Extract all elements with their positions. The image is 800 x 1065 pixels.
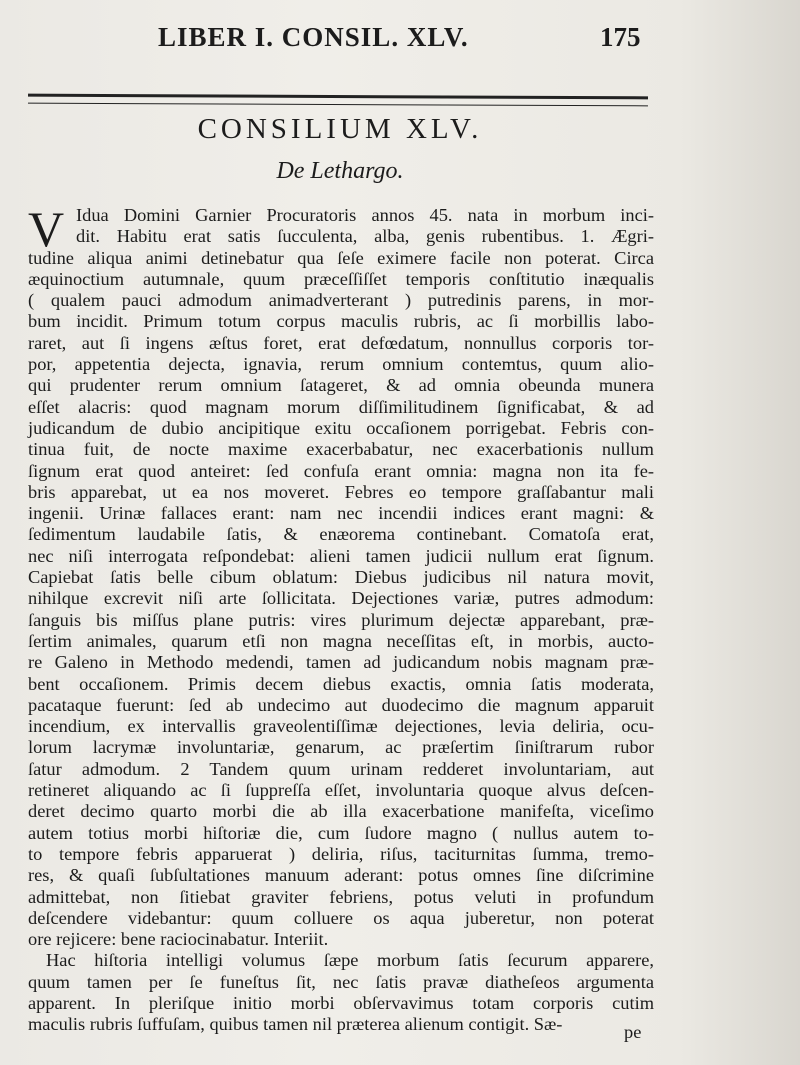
text-line: ſignum erat quod anteiret: ſed confuſa erant omnia: magna non ita fe-	[28, 460, 654, 481]
text-line: lorum lacrymæ involuntariæ, genarum, ac præſertim ſiniſtrarum rubor	[28, 737, 654, 758]
text-line: Capiebat ſatis belle cibum oblatum: Diebus judicibus nil natura movit,	[28, 567, 654, 588]
text-line: Idua Domini Garnier Procuratoris annos 45. nata in morbum inci-	[76, 205, 654, 225]
chapter-subtitle: De Lethargo.	[276, 158, 404, 184]
text-line: to tempore febris apparuerat ) deliria, riſus, taciturnitas ſumma, tremo-	[28, 843, 654, 864]
text-line: apparent. In pleriſque initio morbi obſervavimus totam corporis cutim	[28, 992, 654, 1013]
text-line: nihilque excrevit niſi arte ſollicitata. Dejectiones variæ, putres admodum:	[28, 588, 654, 609]
running-title: LIBER I. CONSIL. XLV.	[158, 22, 469, 52]
body-text	[28, 201, 654, 1036]
text-line: deret decimo quarto morbi die ab illa exacerbatione manifeſta, viceſimo	[28, 801, 654, 822]
text-line: æquinoctium autumnale, quum præceſſiſſet temporis conſtitutio inæqualis	[28, 268, 654, 289]
text-line: bum incidit. Primum totum corpus maculis rubris, ac ſi morbillis labo-	[28, 311, 654, 332]
page-number: 175	[600, 22, 641, 52]
header-rule	[28, 94, 648, 107]
running-header	[0, 18, 800, 58]
text-line: pacataque fuerunt: ſed ab undecimo aut duodecimo die magnum apparuit	[28, 694, 654, 715]
text-line: judicandum de dubio ancipitique exitu occaſionem porrigebat. Febris con-	[28, 417, 654, 438]
text-line: qui prudenter rerum omnium ſatageret, & ad omnia obeunda munera	[28, 375, 654, 396]
text-line: raret, aut ſi ingens æſtus foret, erat defœdatum, nonnullus corporis tor-	[28, 332, 654, 353]
text-line: res, & quaſi ſubſultationes manuum aderant: potus omnes ſine diſcrimine	[28, 865, 654, 886]
text-line: ( qualem pauci admodum animadverterant ) putredinis parens, in mor-	[28, 290, 654, 311]
text-line: ſertim animales, quarum etſi non magna neceſſitas eſt, in morbis, aucto-	[28, 630, 654, 651]
text-line: Hac hiſtoria intelligi volumus ſæpe morbum ſatis ſecurum apparere,	[46, 950, 654, 971]
text-line: re Galeno in Methodo medendi, tamen ad judicandum nobis magnam præ-	[28, 652, 654, 673]
text-line: maculis rubris ſuffuſam, quibus tamen nil præterea alienum contigit. Sæ-	[28, 1014, 563, 1035]
text-line: autem totius morbi hiſtoriæ die, cum ſudore magno ( nullus autem to-	[28, 822, 654, 843]
drop-cap: V	[28, 201, 65, 257]
text-line: deſcendere videbantur: quum colluere os aqua juberetur, non poterat	[28, 907, 654, 928]
text-line: nec niſi interrogata reſpondebat: alieni tamen judicii nullum erat ſignum.	[28, 545, 654, 566]
text-line: bris apparebat, ut ea nos moveret. Febres eo tempore graſſabantur mali	[28, 481, 654, 502]
text-line: bent occaſionem. Primis decem diebus exactis, omnia ſatis moderata,	[28, 673, 654, 694]
catchword: pe	[624, 1022, 642, 1042]
text-line: incendium, ex intervallis graveolentiſſimæ dejectiones, levia deliria, ocu-	[28, 716, 654, 737]
text-line: por, appetentia dejecta, ignavia, rerum omnium contemtus, quum alio-	[28, 354, 654, 375]
text-line: retineret aliquando ac ſi ſuppreſſa eſſet, involuntaria quoque alvus deſcen-	[28, 780, 654, 801]
text-line: ſedimentum laudabile ſatis, & enæorema continebant. Comatoſa erat,	[28, 524, 654, 545]
text-line: tinua fuit, de nocte maxime exacerbabatur, nec exacerbationis nullum	[28, 439, 654, 460]
chapter-title: CONSILIUM XLV.	[197, 113, 483, 145]
text-line: ore rejicere: bene raciocinabatur. Interiit.	[28, 929, 329, 950]
text-line: admittebat, non ſitiebat graviter febriens, potus veluti in profundum	[28, 886, 654, 907]
text-line: ſatur admodum. 2 Tandem quum urinam redderet involuntariam, aut	[28, 758, 654, 779]
text-line: dit. Habitu erat satis ſucculenta, alba, genis rubentibus. 1. Ægri-	[76, 226, 654, 247]
text-line: ſanguis bis miſſus plane putris: vires plurimum dejectæ apparebant, præ-	[28, 609, 654, 630]
text-line: tudine aliqua animi detinebatur qua ſeſe eximere facile non poterat. Circa	[28, 247, 654, 268]
text-line: quum tamen per ſe funeſtus ſit, nec ſatis pravæ diatheſeos argumenta	[28, 971, 654, 992]
text-line: eſſet alacris: quod magnam morum diſſimilitudinem ſignificabat, & ad	[28, 396, 654, 417]
text-line: ingenii. Urinæ fallaces erant: nam nec incendii indices erant magni: &	[28, 503, 654, 524]
